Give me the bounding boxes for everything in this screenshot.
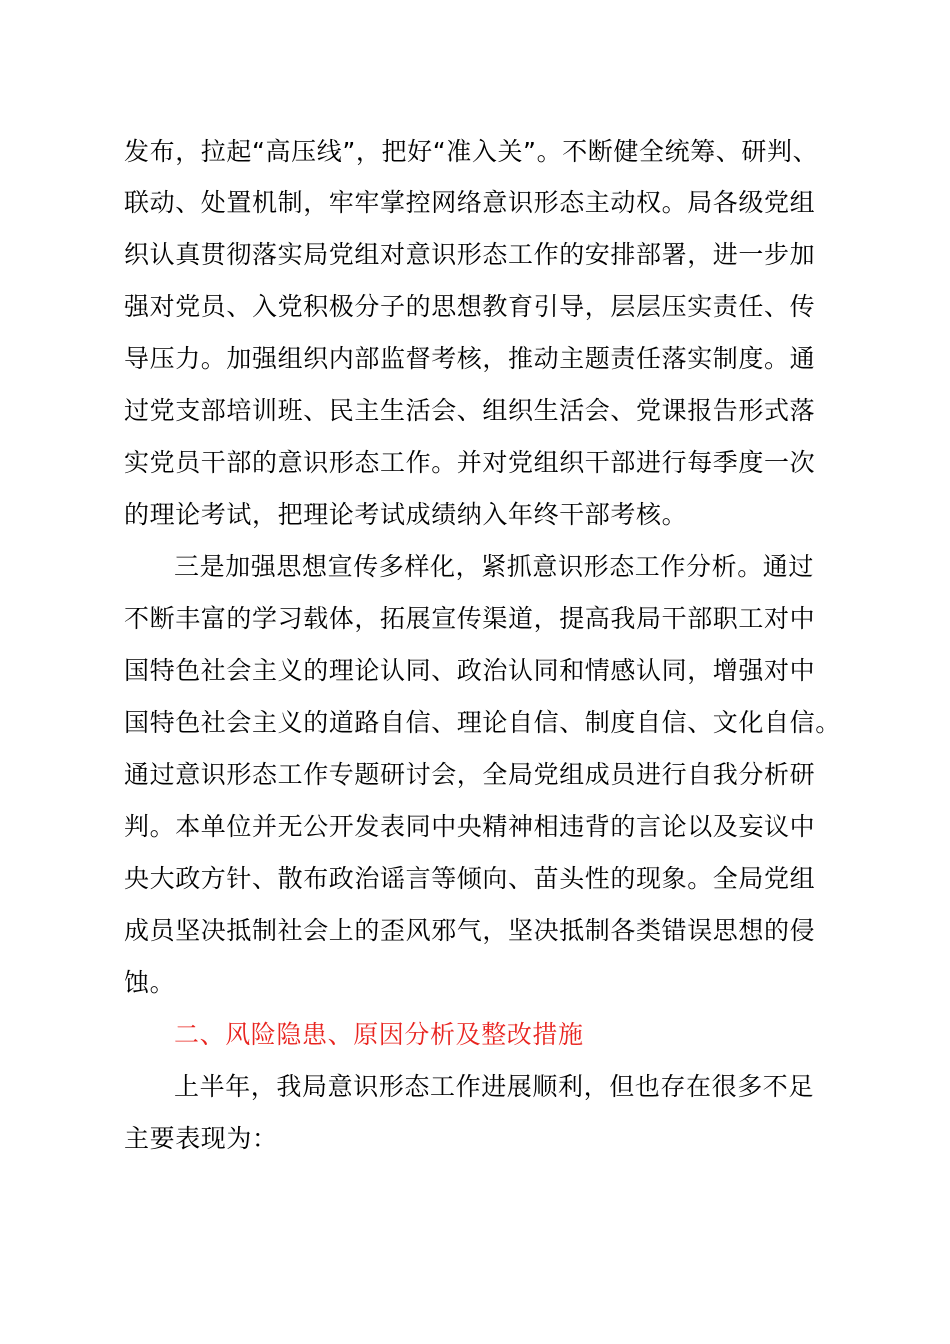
paragraph-2-line-3: 国特色社会主义的理论认同、政治认同和情感认同，增强对中 <box>124 656 816 685</box>
paragraph-2-line-2: 不断丰富的学习载体，拓展宣传渠道，提高我局干部职工对中 <box>124 604 816 633</box>
paragraph-1-line-2: 联动、处置机制，牢牢掌控网络意识形态主动权。局各级党组 <box>124 188 816 217</box>
paragraph-1-line-7: 实党员干部的意识形态工作。并对党组织干部进行每季度一次 <box>124 448 816 477</box>
paragraph-1-line-1: 发布，拉起“高压线”，把好“准入关”。不断健全统筹、研判、 <box>124 137 819 166</box>
paragraph-2-line-7: 央大政方针、散布政治谣言等倾向、苗头性的现象。全局党组 <box>124 864 816 893</box>
paragraph-3-line-1: 上半年，我局意识形态工作进展顺利，但也存在很多不足 <box>174 1072 815 1101</box>
paragraph-2-line-1: 三是加强思想宣传多样化，紧抓意识形态工作分析。通过 <box>174 552 815 581</box>
paragraph-3-line-2: 主要表现为： <box>124 1124 278 1153</box>
paragraph-1-line-5: 导压力。加强组织内部监督考核，推动主题责任落实制度。通 <box>124 344 816 373</box>
paragraph-1-line-3: 织认真贯彻落实局党组对意识形态工作的安排部署，进一步加 <box>124 240 816 269</box>
paragraph-2-line-9: 蚀。 <box>124 968 176 997</box>
paragraph-1-line-6: 过党支部培训班、民主生活会、组织生活会、党课报告形式落 <box>124 396 816 425</box>
paragraph-2-line-4: 国特色社会主义的道路自信、理论自信、制度自信、文化自信。 <box>124 708 841 737</box>
paragraph-1-line-8: 的理论考试，把理论考试成绩纳入年终干部考核。 <box>124 500 688 529</box>
section-heading: 二、风险隐患、原因分析及整改措施 <box>174 1020 584 1049</box>
paragraph-2-line-6: 判。本单位并无公开发表同中央精神相违背的言论以及妄议中 <box>124 812 816 841</box>
paragraph-2-line-5: 通过意识形态工作专题研讨会，全局党组成员进行自我分析研 <box>124 760 816 789</box>
paragraph-2-line-8: 成员坚决抵制社会上的歪风邪气，坚决抵制各类错误思想的侵 <box>124 916 816 945</box>
paragraph-1-line-4: 强对党员、入党积极分子的思想教育引导，层层压实责任、传 <box>124 292 816 321</box>
